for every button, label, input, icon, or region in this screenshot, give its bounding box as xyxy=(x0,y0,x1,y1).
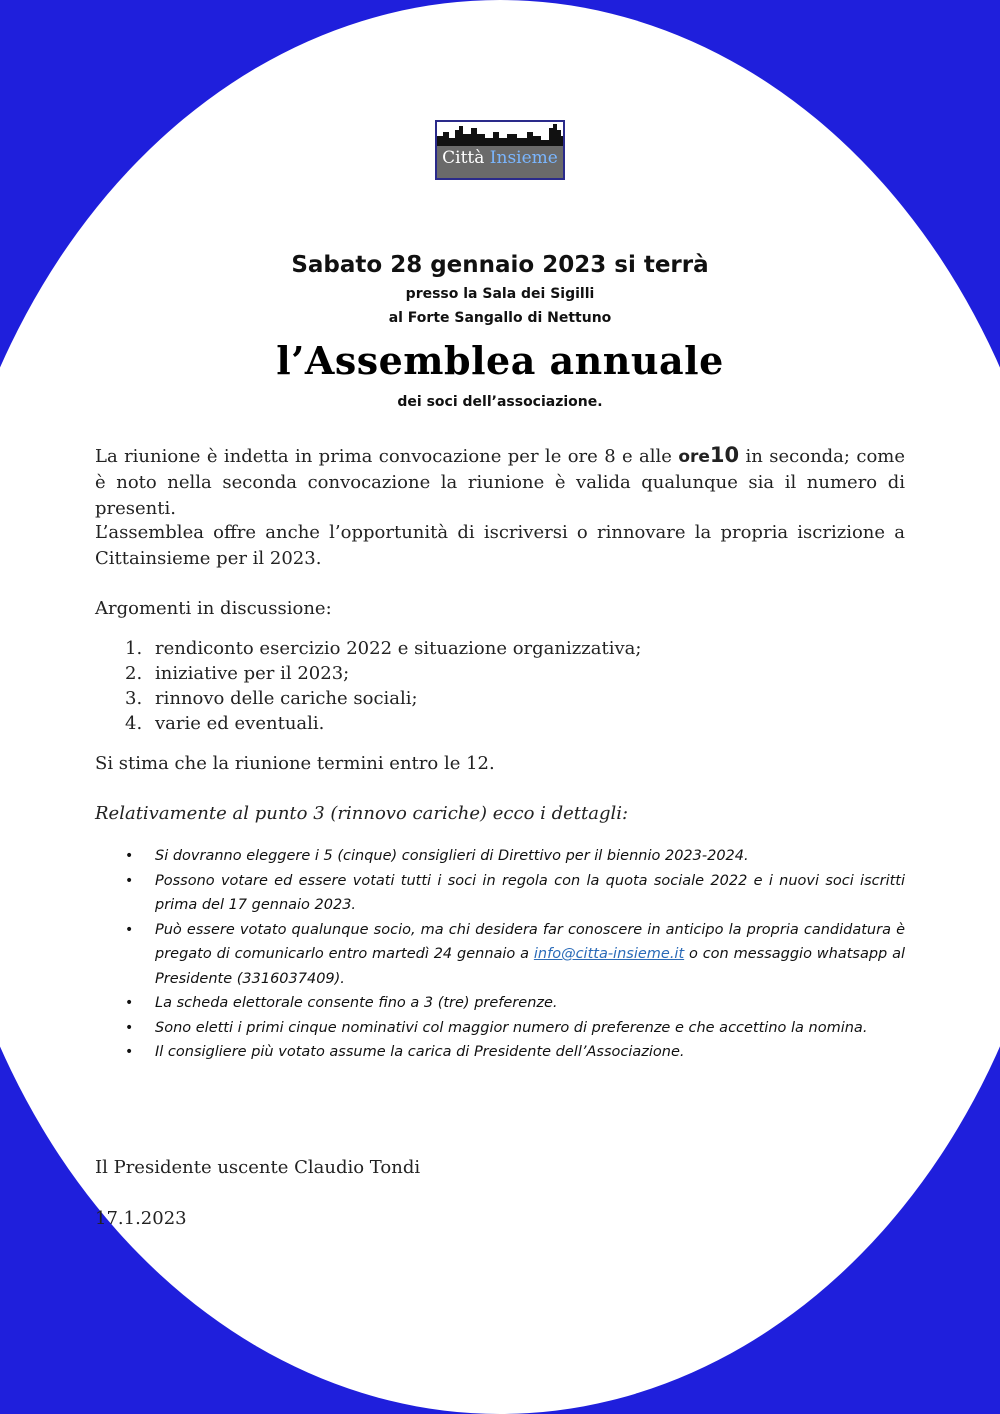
convocation-paragraph: La riunione è indetta in prima convocazione per le ore 8 e alle ore10 in seconda; come è noto nella seconda convocazione la riunione è valida qualunque sia il numero di presenti. xyxy=(95,443,905,519)
page-title: l’Assemblea annuale xyxy=(276,338,724,383)
venue-line: presso la Sala dei Sigilli xyxy=(405,286,595,302)
location-line: al Forte Sangallo di Nettuno xyxy=(388,310,612,326)
details-heading: Relativamente al punto 3 (rinnovo cariche) ecco i dettagli: xyxy=(95,803,629,824)
list-item: 1. rendiconto esercizio 2022 e situazione organizzativa; xyxy=(125,638,642,659)
citta-insieme-logo xyxy=(435,120,565,180)
subtitle: dei soci dell’associazione. xyxy=(397,394,603,410)
membership-paragraph: L’assemblea offre anche l’opportunità di iscriversi o rinnovare la propria iscrizione a Cittainsieme per il 2023. xyxy=(95,522,905,569)
agenda-list xyxy=(125,636,642,736)
list-item: • Può essere votato qualunque socio, ma chi desidera far conoscere in anticipo la propria candidatura è pregato di comunicarlo entro martedì 24 gennaio a info@citta-insieme.it o con messaggio whatsapp al Presidente (3316037409). xyxy=(125,921,906,987)
list-item: • La scheda elettorale consente fino a 3 (tre) preferenze. xyxy=(125,995,558,1011)
logo-text: Città Insieme xyxy=(442,148,558,168)
event-date-heading: Sabato 28 gennaio 2023 si terrà xyxy=(291,252,709,278)
email-link[interactable]: info@citta-insieme.it xyxy=(533,946,685,962)
list-item: • Sono eletti i primi cinque nominativi col maggior numero di preferenze e che accettino la nomina. xyxy=(125,1019,868,1036)
list-item: • Possono votare ed essere votati tutti i soci in regola con la quota sociale 2022 e i nuovi soci iscritti prima del 17 gennaio 2023. xyxy=(125,872,905,913)
list-item: 2. iniziative per il 2023; xyxy=(125,663,350,684)
end-time-note: Si stima che la riunione termini entro le 12. xyxy=(95,753,495,774)
list-item: • Il consigliere più votato assume la carica di Presidente dell’Associazione. xyxy=(125,1044,685,1060)
signature: Il Presidente uscente Claudio Tondi xyxy=(95,1157,421,1178)
list-item: 3. rinnovo delle cariche sociali; xyxy=(125,688,418,709)
document-date: 17.1.2023 xyxy=(95,1208,187,1229)
list-item: • Si dovranno eleggere i 5 (cinque) consiglieri di Direttivo per il biennio 2023-2024. xyxy=(125,848,749,864)
list-item: 4. varie ed eventuali. xyxy=(125,713,325,734)
agenda-heading: Argomenti in discussione: xyxy=(95,598,332,619)
election-details-list xyxy=(125,844,906,1065)
